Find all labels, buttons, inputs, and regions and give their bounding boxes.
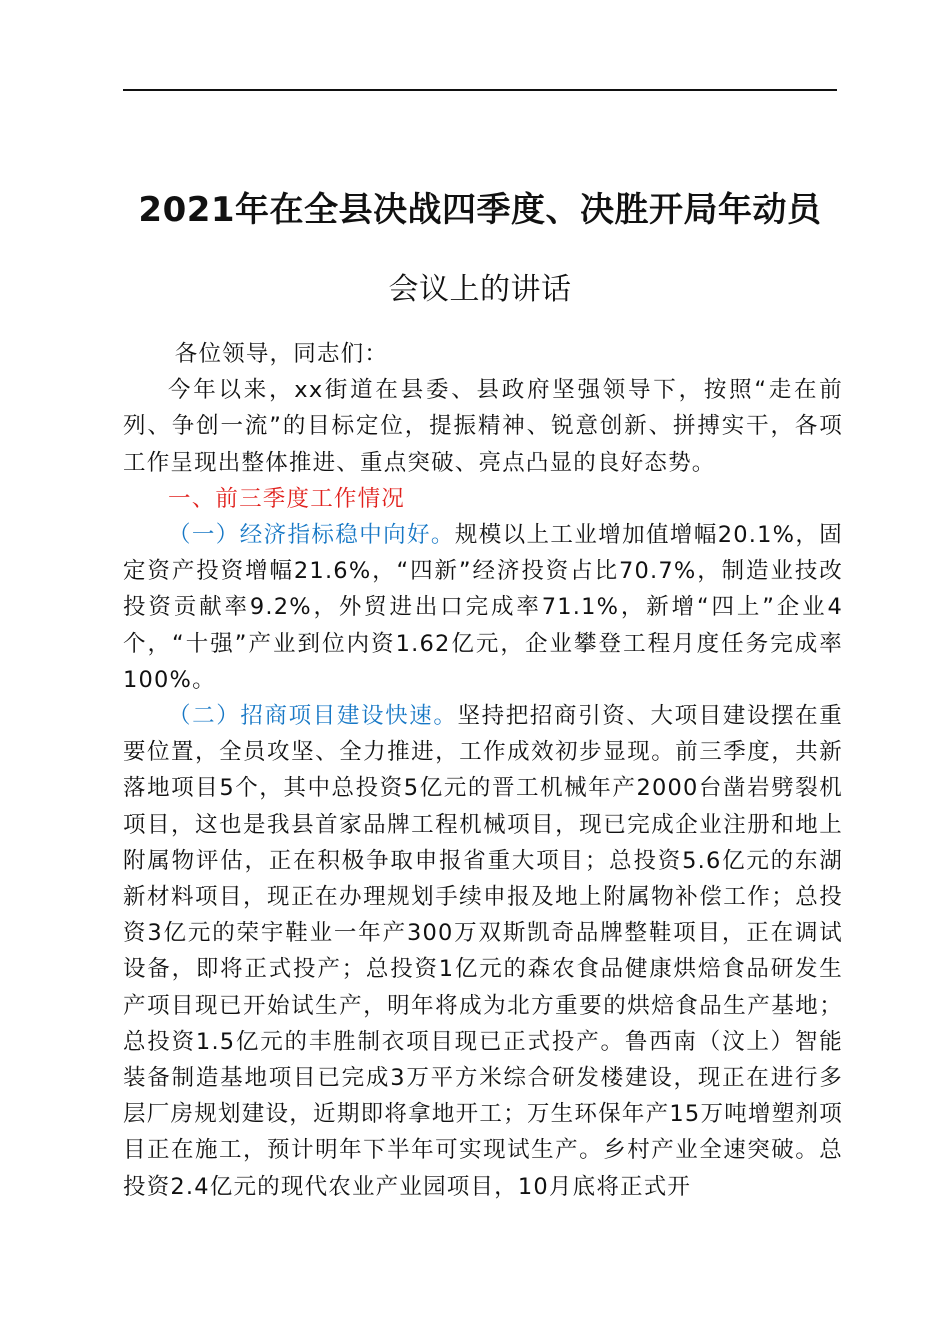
subsection-1-paragraph: [123, 517, 843, 698]
title-line-1: 2021年在全县决战四季度、决胜开局年动员: [138, 190, 822, 230]
section-heading-1-text: 一、前三季度工作情况: [168, 485, 406, 512]
document-title: [100, 170, 860, 330]
subsection-1-text: 规模以上工业增加值增幅20.1%，固定资产投资增幅21.6%，“四新”经济投资占比70.7%，制造业技改投资贡献率9.2%，外贸进出口完成率71.1%，新增“四上”企业4个，“十强”产业到位内资1.62亿元，企业攀登工程月度任务完成率100%。: [123, 522, 843, 693]
intro-paragraph: 今年以来，xx街道在县委、县政府坚强领导下，按照“走在前列、争创一流”的目标定位，提振精神、锐意创新、拼搏实干，各项工作呈现出整体推进、重点突破、亮点凸显的良好态势。: [123, 377, 843, 476]
document-body: [123, 336, 843, 1205]
subsection-1-heading: （一）经济指标稳中向好。: [168, 522, 455, 549]
subsection-2-paragraph: [123, 698, 843, 1205]
header-rule: [123, 89, 837, 91]
subsection-2-heading: （二）招商项目建设快速。: [168, 703, 458, 730]
title-line-2: 会议上的讲话: [388, 272, 572, 307]
salutation: 各位领导，同志们：: [174, 341, 389, 367]
subsection-2-text: 坚持把招商引资、大项目建设摆在重要位置，全员攻坚、全力推进，工作成效初步显现。前三季度，共新落地项目5个，其中总投资5亿元的晋工机械年产2000台凿岩劈裂机项目，这也是我县首家品牌工程机械项目，现已完成企业注册和地上附属物评估，正在积极争取申报省重大项目；总投资5.6亿元的东湖新材料项目，现正在办理规划手续申报及地上附属物补偿工作；总投资3亿元的荣宇鞋业一年产300万双斯凯奇品牌整鞋项目，正在调试设备，即将正式投产；总投资1亿元的森农食品健康烘焙食品研发生产项目现已开始试生产，明年将成为北方重要的烘焙食品生产基地；总投资1.5亿元的丰胜制衣项目现已正式投产。鲁西南（汶上）智能装备制造基地项目已完成3万平方米综合研发楼建设，现正在进行多层厂房规划建设，近期即将拿地开工；万生环保年产15万吨增塑剂项目正在施工，预计明年下半年可实现试生产。乡村产业全速突破。总投资2.4亿元的现代农业产业园项目，10月底将正式开: [123, 703, 843, 1200]
section-heading-1: [123, 481, 843, 517]
